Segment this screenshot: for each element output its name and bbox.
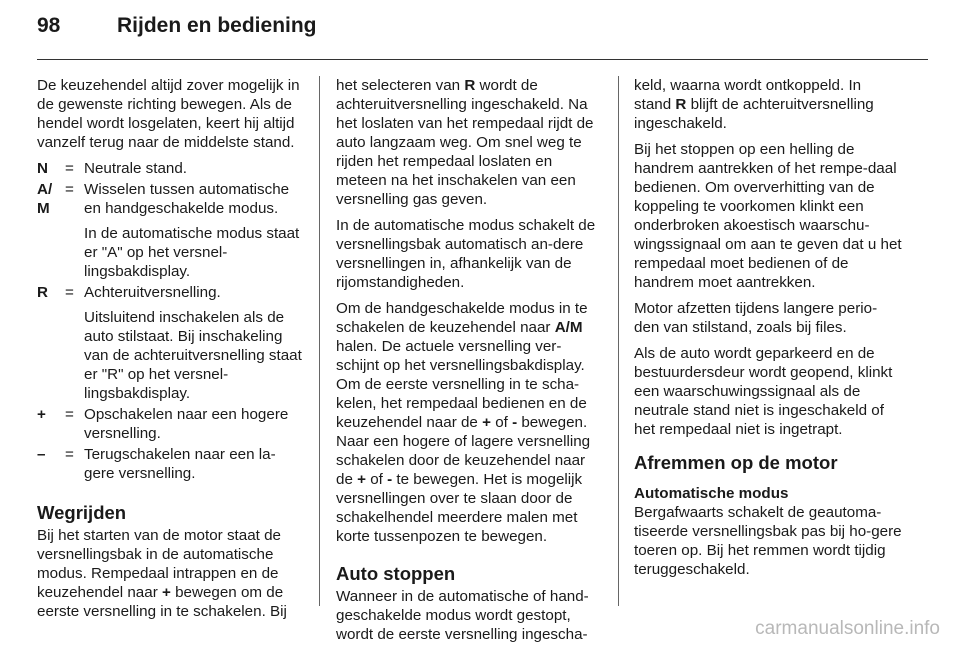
heading-wegrijden: Wegrijden bbox=[37, 502, 127, 523]
engine-off-paragraph: Motor afzetten tijdens langere perio-den van stilstand, zoals bij files. bbox=[634, 300, 878, 336]
definition-desc bbox=[84, 283, 305, 405]
definition-term: R bbox=[37, 284, 48, 301]
definition-minus bbox=[37, 445, 305, 485]
watermark: carmanualsonline.info bbox=[755, 618, 940, 639]
definition-text: Neutrale stand. bbox=[84, 160, 187, 177]
reverse-paragraph: het selecteren van R wordt de achteruitversnelling ingeschakeld. Na het loslaten van het rempedaal rijdt de auto langzaam weg. Om snel weg te rijden het rempedaal loslaten en meteen na het inschakelen van een versnelling gas geven. bbox=[336, 77, 594, 208]
definition-desc bbox=[84, 180, 305, 283]
definition-eq: = bbox=[65, 446, 74, 463]
automatic-mode-paragraph: In de automatische modus schakelt de versnellingsbak automatisch an-dere versnellingen in, afhankelijk van de rijomstandigheden. bbox=[336, 217, 596, 291]
definition-subtext: In de automatische modus staat er "A" op het versnel-lingsbakdisplay. bbox=[84, 225, 300, 280]
definition-text: Wisselen tussen automatische en handgeschakelde modus. bbox=[84, 181, 290, 217]
column-rule-1 bbox=[319, 76, 320, 606]
definition-desc bbox=[84, 445, 305, 485]
hill-stop-paragraph: Bij het stoppen op een helling de handrem aantrekken of het rempe-daal bedienen. Om oververhitting van de koppeling te voorkomen klinkt een onderbroken akoestisch waarschu-wingssignaal om aan te geven dat u het rempedaal moet bedienen of de handrem moet aantrekken. bbox=[634, 141, 902, 291]
definition-subtext: Uitsluitend inschakelen als de auto stilstaat. Bij inschakeling van de achteruitversnelling staat er "R" op het versnel-lingsbakdisplay. bbox=[84, 309, 302, 402]
definition-list bbox=[37, 159, 305, 485]
manual-mode-paragraph: Om de handgeschakelde modus in te schakelen de keuzehendel naar A/M halen. De actuele versnelling ver-schijnt op het versnellingsbakdisplay. Om de eerste versnelling in te scha-kelen, het rempedaal bedienen en de keuzehendel naar de + of - bewegen. Naar een hogere of lagere versnelling schakelen door de keuzehendel naar de + of - te bewegen. Het is mogelijk versnellingen over te slaan door de schakelhendel meerdere malen met korte tussenpozen te bewegen. bbox=[336, 300, 591, 545]
definition-eq: = bbox=[65, 284, 74, 301]
intro-paragraph: De keuzehendel altijd zover mogelijk in de gewenste richting bewegen. Als de hendel wordt losgelaten, keert hij altijd vanzelf terug naar de middelste stand. bbox=[37, 77, 300, 151]
column-2 bbox=[336, 76, 604, 651]
definition-eq: = bbox=[65, 160, 74, 177]
definition-text: Terugschakelen naar een la-gere versnelling. bbox=[84, 446, 276, 482]
heading-auto-stoppen: Auto stoppen bbox=[336, 563, 456, 584]
engine-braking-paragraph: Bergafwaarts schakelt de geautoma-tiseerde versnellingsbak pas bij ho-gere toeren op. Bij het remmen wordt tijdig teruggeschakeld. bbox=[634, 504, 902, 578]
definition-desc bbox=[84, 405, 305, 445]
column-1 bbox=[37, 76, 305, 628]
definition-text: Opschakelen naar een hogere versnelling. bbox=[84, 406, 289, 442]
page-number: 98 bbox=[37, 14, 61, 37]
page-title: Rijden en bediening bbox=[117, 14, 317, 37]
definition-eq: = bbox=[65, 406, 74, 423]
subheading-automatische-modus: Automatische modus bbox=[634, 485, 789, 502]
definition-term: + bbox=[37, 406, 46, 423]
definition-plus bbox=[37, 405, 305, 445]
definition-am bbox=[37, 180, 305, 283]
wegrijden-paragraph: Bij het starten van de motor staat de versnellingsbak in de automatische modus. Rempedaal intrappen en de keuzehendel naar + bewegen om de eerste versnelling in te schakelen. Bij bbox=[37, 527, 287, 620]
definition-eq: = bbox=[65, 181, 74, 198]
heading-afremmen: Afremmen op de motor bbox=[634, 452, 838, 473]
column-3 bbox=[634, 76, 902, 586]
column-rule-2 bbox=[618, 76, 619, 606]
definition-term: A/ M bbox=[37, 181, 53, 217]
header-rule bbox=[37, 59, 928, 60]
auto-stoppen-paragraph: Wanneer in de automatische of hand-geschakelde modus wordt gestopt, wordt de eerste versnelling ingescha- bbox=[336, 588, 589, 643]
definition-text: Achteruitversnelling. bbox=[84, 284, 221, 301]
definition-term: – bbox=[37, 446, 46, 463]
reverse-engaged-paragraph: keld, waarna wordt ontkoppeld. In stand R blijft de achteruitversnelling ingeschakeld. bbox=[634, 77, 874, 132]
definition-term: N bbox=[37, 160, 48, 177]
parking-warning-paragraph: Als de auto wordt geparkeerd en de bestuurdersdeur wordt geopend, klinkt een waarschuwingssignaal als de neutrale stand niet is ingeschakeld of het rempedaal niet is ingetrapt. bbox=[634, 345, 893, 438]
definition-desc bbox=[84, 159, 305, 180]
definition-n bbox=[37, 159, 305, 180]
definition-r bbox=[37, 283, 305, 405]
